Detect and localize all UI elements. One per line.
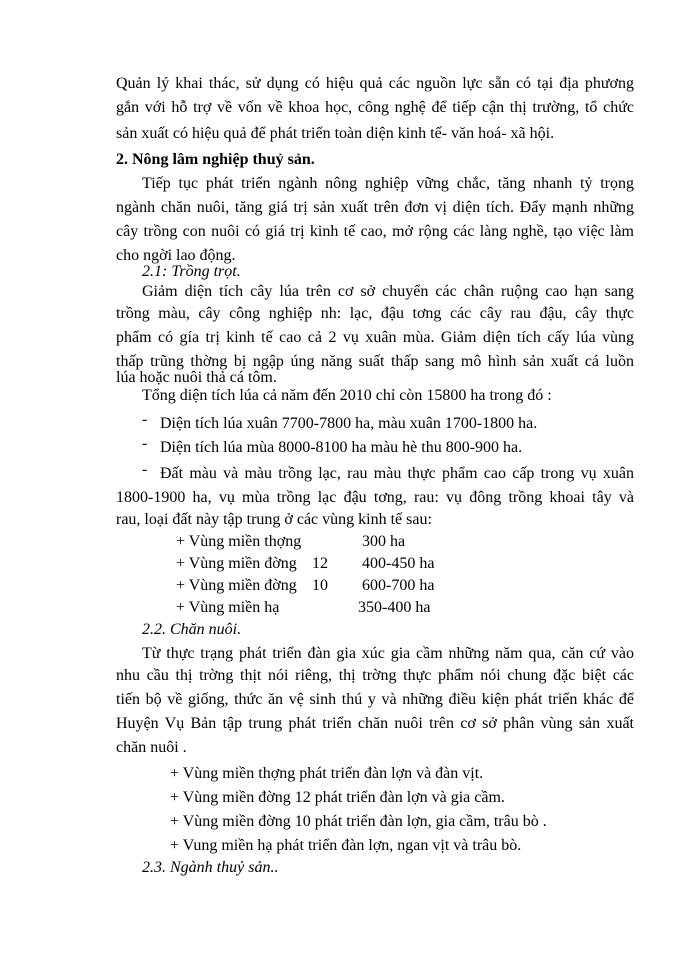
zone-3-name: + Vùng miền đờng bbox=[176, 577, 297, 594]
s22-item-4: + Vung miền hạ phát triển đàn lợn, ngan vịt và trâu bò. bbox=[170, 837, 522, 854]
s22-p1-line-3: tiến bộ về giống, thức ăn vệ sinh thú y và những điều kiện phát triển khác để bbox=[116, 691, 634, 708]
zone-1-name: + Vùng miền thợng bbox=[176, 533, 302, 550]
s21-p1-line-2: trồng màu, cây công nghiệp nh: lạc, đậu tơng các cây rau đậu, cây thực bbox=[116, 305, 634, 322]
s21-bullet-3-line-1: Đất màu và màu trồng lạc, rau màu thực phẩm cao cấp trong vụ xuân bbox=[160, 465, 634, 482]
section-2-heading: 2. Nông lâm nghiệp thuỷ sản. bbox=[116, 151, 315, 168]
s21-p1-line-5: lúa hoặc nuôi thả cá tôm. bbox=[116, 369, 277, 386]
s22-p1-line-4: Huyện Vụ Bản tập trung phát triển chăn nuôi trên cơ sở phân vùng sản xuất bbox=[116, 715, 634, 732]
s21-bullet-1: Diện tích lúa xuân 7700-7800 ha, màu xuân 1700-1800 ha. bbox=[160, 415, 538, 432]
zone-4-area: 350-400 ha bbox=[358, 599, 431, 616]
intro-line-2: gắn với hỗ trợ về vốn về khoa học, công nghệ để tiếp cận thị trường, tổ chức bbox=[116, 99, 634, 116]
intro-line-1: Quản lý khai thác, sử dụng có hiệu quả các nguồn lực sẵn có tại địa phương bbox=[116, 75, 634, 92]
zone-2-num: 12 bbox=[312, 555, 328, 572]
s22-item-2: + Vùng miền đờng 12 phát triển đàn lợn và gia cầm. bbox=[170, 789, 505, 806]
bullet-dash-3: - bbox=[142, 461, 148, 478]
zone-1-area: 300 ha bbox=[362, 533, 406, 550]
s22-p1-line-2: nhu cầu thị trờng thịt nói riêng, thị trờng thực phẩm nói chung đặc biệt các bbox=[116, 667, 634, 684]
zone-2-name: + Vùng miền đờng bbox=[176, 555, 297, 572]
s21-p1-line-4: thấp trũng thờng bị ngập úng năng suất thấp sang mô hình sản xuất cá luồn bbox=[116, 353, 634, 370]
section-2-line-4: cho ngời lao động. bbox=[116, 247, 236, 264]
s21-bullet-3-line-3: rau, loại đất này tập trung ở các vùng kinh tế sau: bbox=[116, 511, 432, 528]
section-2-2-heading: 2.2. Chăn nuôi. bbox=[142, 621, 242, 638]
s21-p1-line-3: phẩm có gía trị kinh tế cao cả 2 vụ xuân mùa. Giảm diện tích cấy lúa vùng bbox=[116, 329, 634, 346]
s21-total: Tổng diện tích lúa cả năm đến 2010 chỉ còn 15800 ha trong đó : bbox=[142, 387, 552, 404]
s22-p1-line-5: chăn nuôi . bbox=[116, 739, 187, 756]
zone-3-area: 600-700 ha bbox=[362, 577, 435, 594]
s22-item-1: + Vùng miền thợng phát triển đàn lợn và đàn vịt. bbox=[170, 765, 484, 782]
section-2-1-heading: 2.1: Trồng trọt. bbox=[142, 263, 241, 280]
section-2-line-2: ngành chăn nuôi, tăng giá trị sản xuất trên đơn vị diện tích. Đẩy mạnh những bbox=[116, 199, 634, 216]
intro-line-3: sản xuất có hiệu quả để phát triển toàn diện kinh tế- văn hoá- xã hội. bbox=[116, 125, 555, 142]
s22-p1-line-1: Từ thực trạng phát triển đàn gia xúc gia cầm những năm qua, căn cứ vào bbox=[142, 645, 634, 662]
section-2-line-1: Tiếp tục phát triển ngành nông nghiệp vững chắc, tăng nhanh tỷ trọng bbox=[142, 175, 634, 192]
zone-2-area: 400-450 ha bbox=[362, 555, 435, 572]
s21-bullet-3-line-2: 1800-1900 ha, vụ mùa trồng lạc đậu tơng, rau: vụ đông trồng khoai tây và bbox=[116, 489, 634, 506]
s21-bullet-2: Diện tích lúa mùa 8000-8100 ha màu hè thu 800-900 ha. bbox=[160, 439, 523, 456]
zone-3-num: 10 bbox=[312, 577, 328, 594]
s21-p1-line-1: Giảm diện tích cây lúa trên cơ sở chuyển các chân ruộng cao hạn sang bbox=[142, 283, 634, 300]
section-2-3-heading: 2.3. Ngành thuỷ sản.. bbox=[142, 859, 279, 876]
bullet-dash-1: - bbox=[142, 411, 148, 428]
section-2-line-3: cây trồng con nuôi có giá trị kinh tế cao, mở rộng các làng nghề, tạo việc làm bbox=[116, 223, 634, 240]
zone-4-name: + Vùng miền hạ bbox=[176, 599, 280, 616]
s22-item-3: + Vùng miền đờng 10 phát triển đàn lợn, gia cầm, trâu bò . bbox=[170, 813, 547, 830]
bullet-dash-2: - bbox=[142, 435, 148, 452]
